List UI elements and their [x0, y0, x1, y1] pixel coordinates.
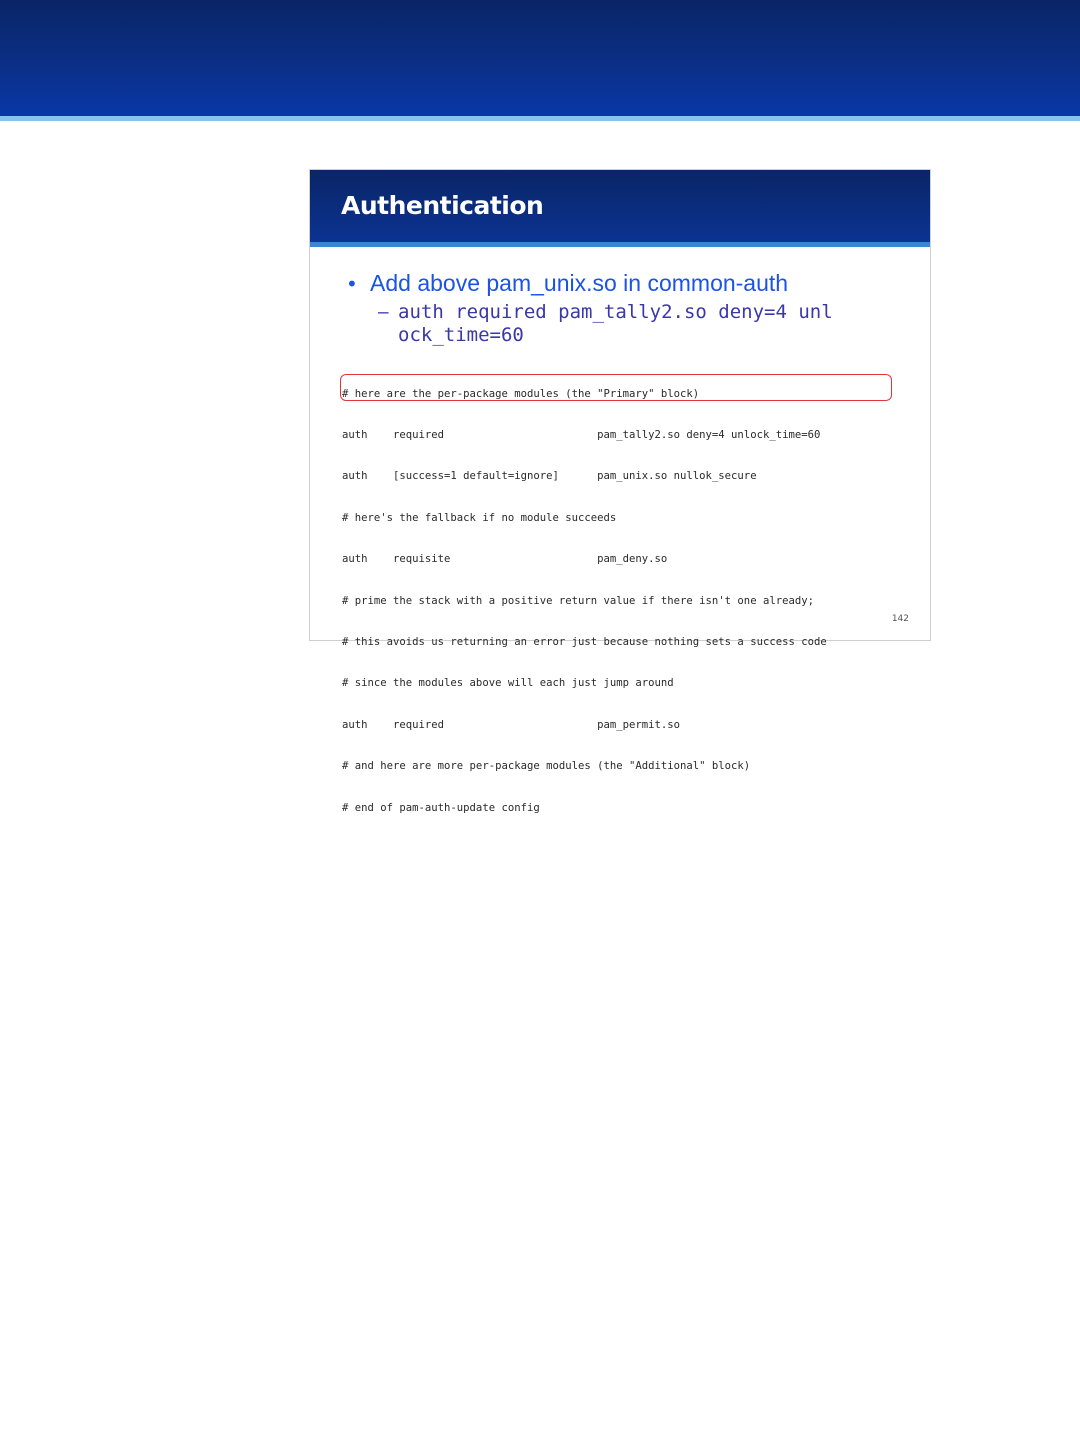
code-block — [342, 360, 902, 843]
sub-bullet-marker: – — [378, 302, 389, 323]
code-line: # prime the stack with a positive return value if there isn't one already; — [342, 594, 814, 607]
slide-header-rule — [310, 242, 930, 247]
highlight-box — [340, 374, 892, 401]
code-line: # since the modules above will each just jump around — [342, 677, 674, 690]
code-line: # here are the per-package modules (the "Primary" block) — [342, 387, 700, 400]
slide — [309, 169, 931, 814]
bullet-marker: • — [346, 272, 358, 296]
bullet-item — [346, 270, 788, 300]
page-header-banner — [0, 0, 1080, 116]
code-line: auth requisite pam_deny.so — [342, 553, 668, 566]
page-header-rule — [0, 116, 1080, 121]
code-line: auth [success=1 default=ignore] pam_unix.so nullok_secure — [342, 470, 757, 483]
code-line: # this avoids us returning an error just because nothing sets a success code — [342, 635, 827, 648]
code-line: auth required pam_tally2.so deny=4 unlock_time=60 — [342, 428, 821, 441]
sub-bullet-text: auth required pam_tally2.so deny=4 unlock_time=60 — [398, 301, 833, 346]
code-line: # and here are more per-package modules (the "Additional" block) — [342, 760, 751, 773]
code-line: # end of pam-auth-update config — [342, 801, 540, 814]
bullet-text: Add above pam_unix.so in common-auth — [370, 270, 789, 296]
page-number: 142 — [891, 614, 909, 624]
slide-header — [310, 170, 930, 242]
code-line: auth required pam_permit.so — [342, 718, 681, 731]
slide-title: Authentication — [341, 191, 544, 220]
code-line: # here's the fallback if no module succeeds — [342, 511, 617, 524]
sub-bullet-item — [378, 301, 908, 347]
